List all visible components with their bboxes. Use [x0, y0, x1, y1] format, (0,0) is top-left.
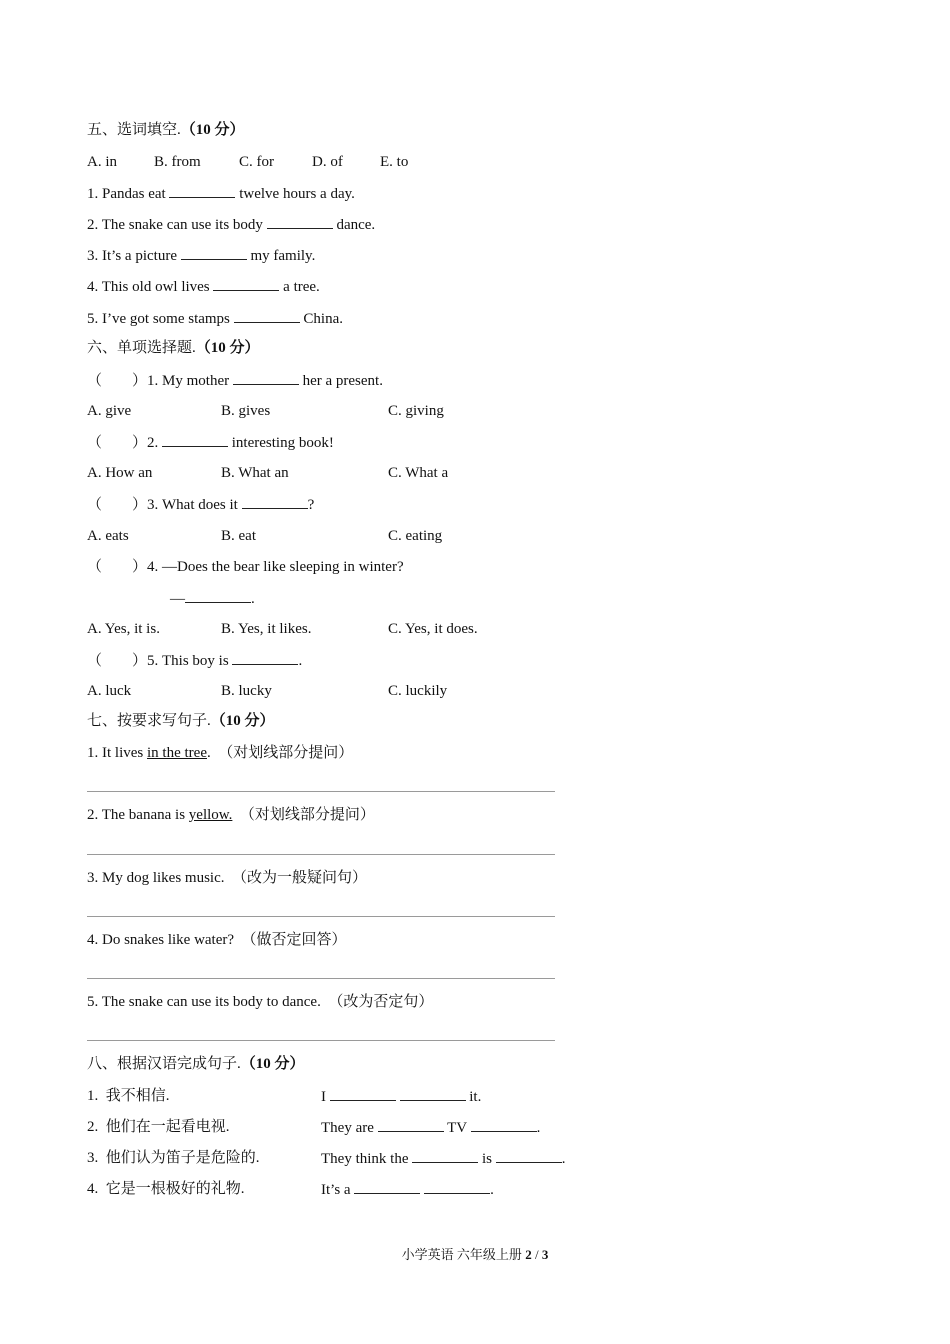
choice-option: A. luck: [87, 683, 132, 699]
word-option: D. of: [312, 154, 343, 170]
dialogue-answer-line: — .: [170, 588, 255, 609]
word-option: C. for: [239, 154, 274, 170]
chinese-prompt: 1. 我不相信.: [87, 1088, 170, 1104]
fill-question: 2. The snake can use its body dance.: [87, 214, 375, 235]
choice-option: B. gives: [221, 403, 271, 419]
choice-option: B. eat: [221, 528, 256, 544]
answer-bracket[interactable]: （ ）: [87, 559, 148, 575]
english-sentence: They are TV .: [321, 1117, 540, 1138]
choice-option: C. giving: [388, 403, 444, 419]
instruction: （做否定回答）: [241, 932, 347, 948]
underlined-part: yellow.: [188, 807, 233, 823]
answer-blank: [185, 588, 251, 603]
answer-line[interactable]: [87, 854, 555, 855]
answer-blank[interactable]: [267, 214, 333, 229]
answer-bracket[interactable]: （ ）: [87, 373, 148, 389]
english-sentence: It’s a .: [321, 1179, 494, 1200]
answer-blank[interactable]: [234, 308, 300, 323]
answer-blank[interactable]: [471, 1117, 537, 1132]
answer-blank: [232, 650, 298, 665]
section5-points: （10 分）: [180, 122, 245, 138]
rewrite-question: 3. My dog likes music. （改为一般疑问句）: [87, 870, 368, 886]
answer-line[interactable]: [87, 916, 555, 917]
answer-line[interactable]: [87, 791, 555, 792]
word-option: B. from: [154, 154, 201, 170]
instruction: （改为否定句）: [328, 994, 434, 1010]
fill-question: 3. It’s a picture my family.: [87, 245, 315, 266]
footer-subject: 小学英语 六年级上册: [401, 1247, 526, 1262]
answer-blank[interactable]: [181, 245, 247, 260]
rewrite-question: 1. It lives in the tree. （对划线部分提问）: [87, 745, 354, 761]
choice-option: A. give: [87, 403, 132, 419]
instruction: （改为一般疑问句）: [232, 870, 368, 886]
answer-blank[interactable]: [354, 1179, 420, 1194]
choice-option: C. luckily: [388, 683, 448, 699]
word-option: E. to: [380, 154, 409, 170]
answer-blank: [162, 432, 228, 447]
answer-blank[interactable]: [496, 1148, 562, 1163]
chinese-prompt: 2. 他们在一起看电视.: [87, 1119, 230, 1135]
answer-blank[interactable]: [213, 276, 279, 291]
fill-question: 1. Pandas eat twelve hours a day.: [87, 183, 355, 204]
choice-option: B. Yes, it likes.: [221, 621, 312, 637]
english-sentence: I it.: [321, 1086, 481, 1107]
section5-title: 五、选词填空.: [87, 122, 181, 138]
answer-blank[interactable]: [169, 183, 235, 198]
answer-blank[interactable]: [330, 1086, 396, 1101]
answer-blank[interactable]: [424, 1179, 490, 1194]
section7-points: （10 分）: [210, 713, 275, 729]
choice-option: B. lucky: [221, 683, 272, 699]
answer-blank[interactable]: [378, 1117, 444, 1132]
chinese-prompt: 4. 它是一根极好的礼物.: [87, 1181, 245, 1197]
answer-bracket[interactable]: （ ）: [87, 497, 148, 513]
instruction: （对划线部分提问）: [218, 745, 354, 761]
choice-question: （ ）1. My mother her a present.: [87, 370, 383, 391]
section8-heading: [87, 1054, 305, 1074]
footer-total: 3: [541, 1247, 549, 1262]
instruction: （对划线部分提问）: [239, 807, 375, 823]
choice-option: C. What a: [388, 465, 449, 481]
answer-blank: [233, 370, 299, 385]
answer-line[interactable]: [87, 1040, 555, 1041]
choice-option: B. What an: [221, 465, 289, 481]
footer-sep: /: [531, 1247, 542, 1262]
rewrite-question: 4. Do snakes like water? （做否定回答）: [87, 932, 347, 948]
answer-bracket[interactable]: （ ）: [87, 435, 148, 451]
fill-question: 5. I’ve got some stamps China.: [87, 308, 343, 329]
section6-title: 六、单项选择题.: [87, 340, 196, 356]
answer-blank: [242, 494, 308, 509]
word-option: A. in: [87, 154, 117, 170]
fill-question: 4. This old owl lives a tree.: [87, 276, 320, 297]
answer-blank[interactable]: [400, 1086, 466, 1101]
choice-option: C. eating: [388, 528, 443, 544]
section7-heading: [87, 711, 275, 731]
rewrite-question: 2. The banana is yellow. （对划线部分提问）: [87, 807, 375, 823]
choice-question: （ ）3. What does it ?: [87, 494, 314, 515]
rewrite-question: 5. The snake can use its body to dance. （改为否定句）: [87, 994, 434, 1010]
section7-title: 七、按要求写句子.: [87, 713, 211, 729]
choice-question: （ ）2. interesting book!: [87, 432, 334, 453]
choice-option: C. Yes, it does.: [388, 621, 478, 637]
answer-bracket[interactable]: （ ）: [87, 653, 148, 669]
section5-heading: [87, 120, 245, 140]
section8-points: （10 分）: [240, 1056, 305, 1072]
underlined-part: in the tree: [147, 745, 207, 761]
page-footer: [0, 1246, 950, 1264]
choice-question: （ ）4. —Does the bear like sleeping in winter?: [87, 559, 404, 575]
answer-blank[interactable]: [412, 1148, 478, 1163]
english-sentence: They think the is .: [321, 1148, 566, 1169]
footer-page: 2: [525, 1247, 532, 1262]
answer-line[interactable]: [87, 978, 555, 979]
choice-option: A. How an: [87, 465, 153, 481]
section8-title: 八、根据汉语完成句子.: [87, 1056, 241, 1072]
choice-option: A. Yes, it is.: [87, 621, 160, 637]
chinese-prompt: 3. 他们认为笛子是危险的.: [87, 1150, 260, 1166]
section6-points: （10 分）: [195, 340, 260, 356]
choice-question: （ ）5. This boy is .: [87, 650, 302, 671]
section6-heading: [87, 338, 260, 358]
choice-option: A. eats: [87, 528, 129, 544]
